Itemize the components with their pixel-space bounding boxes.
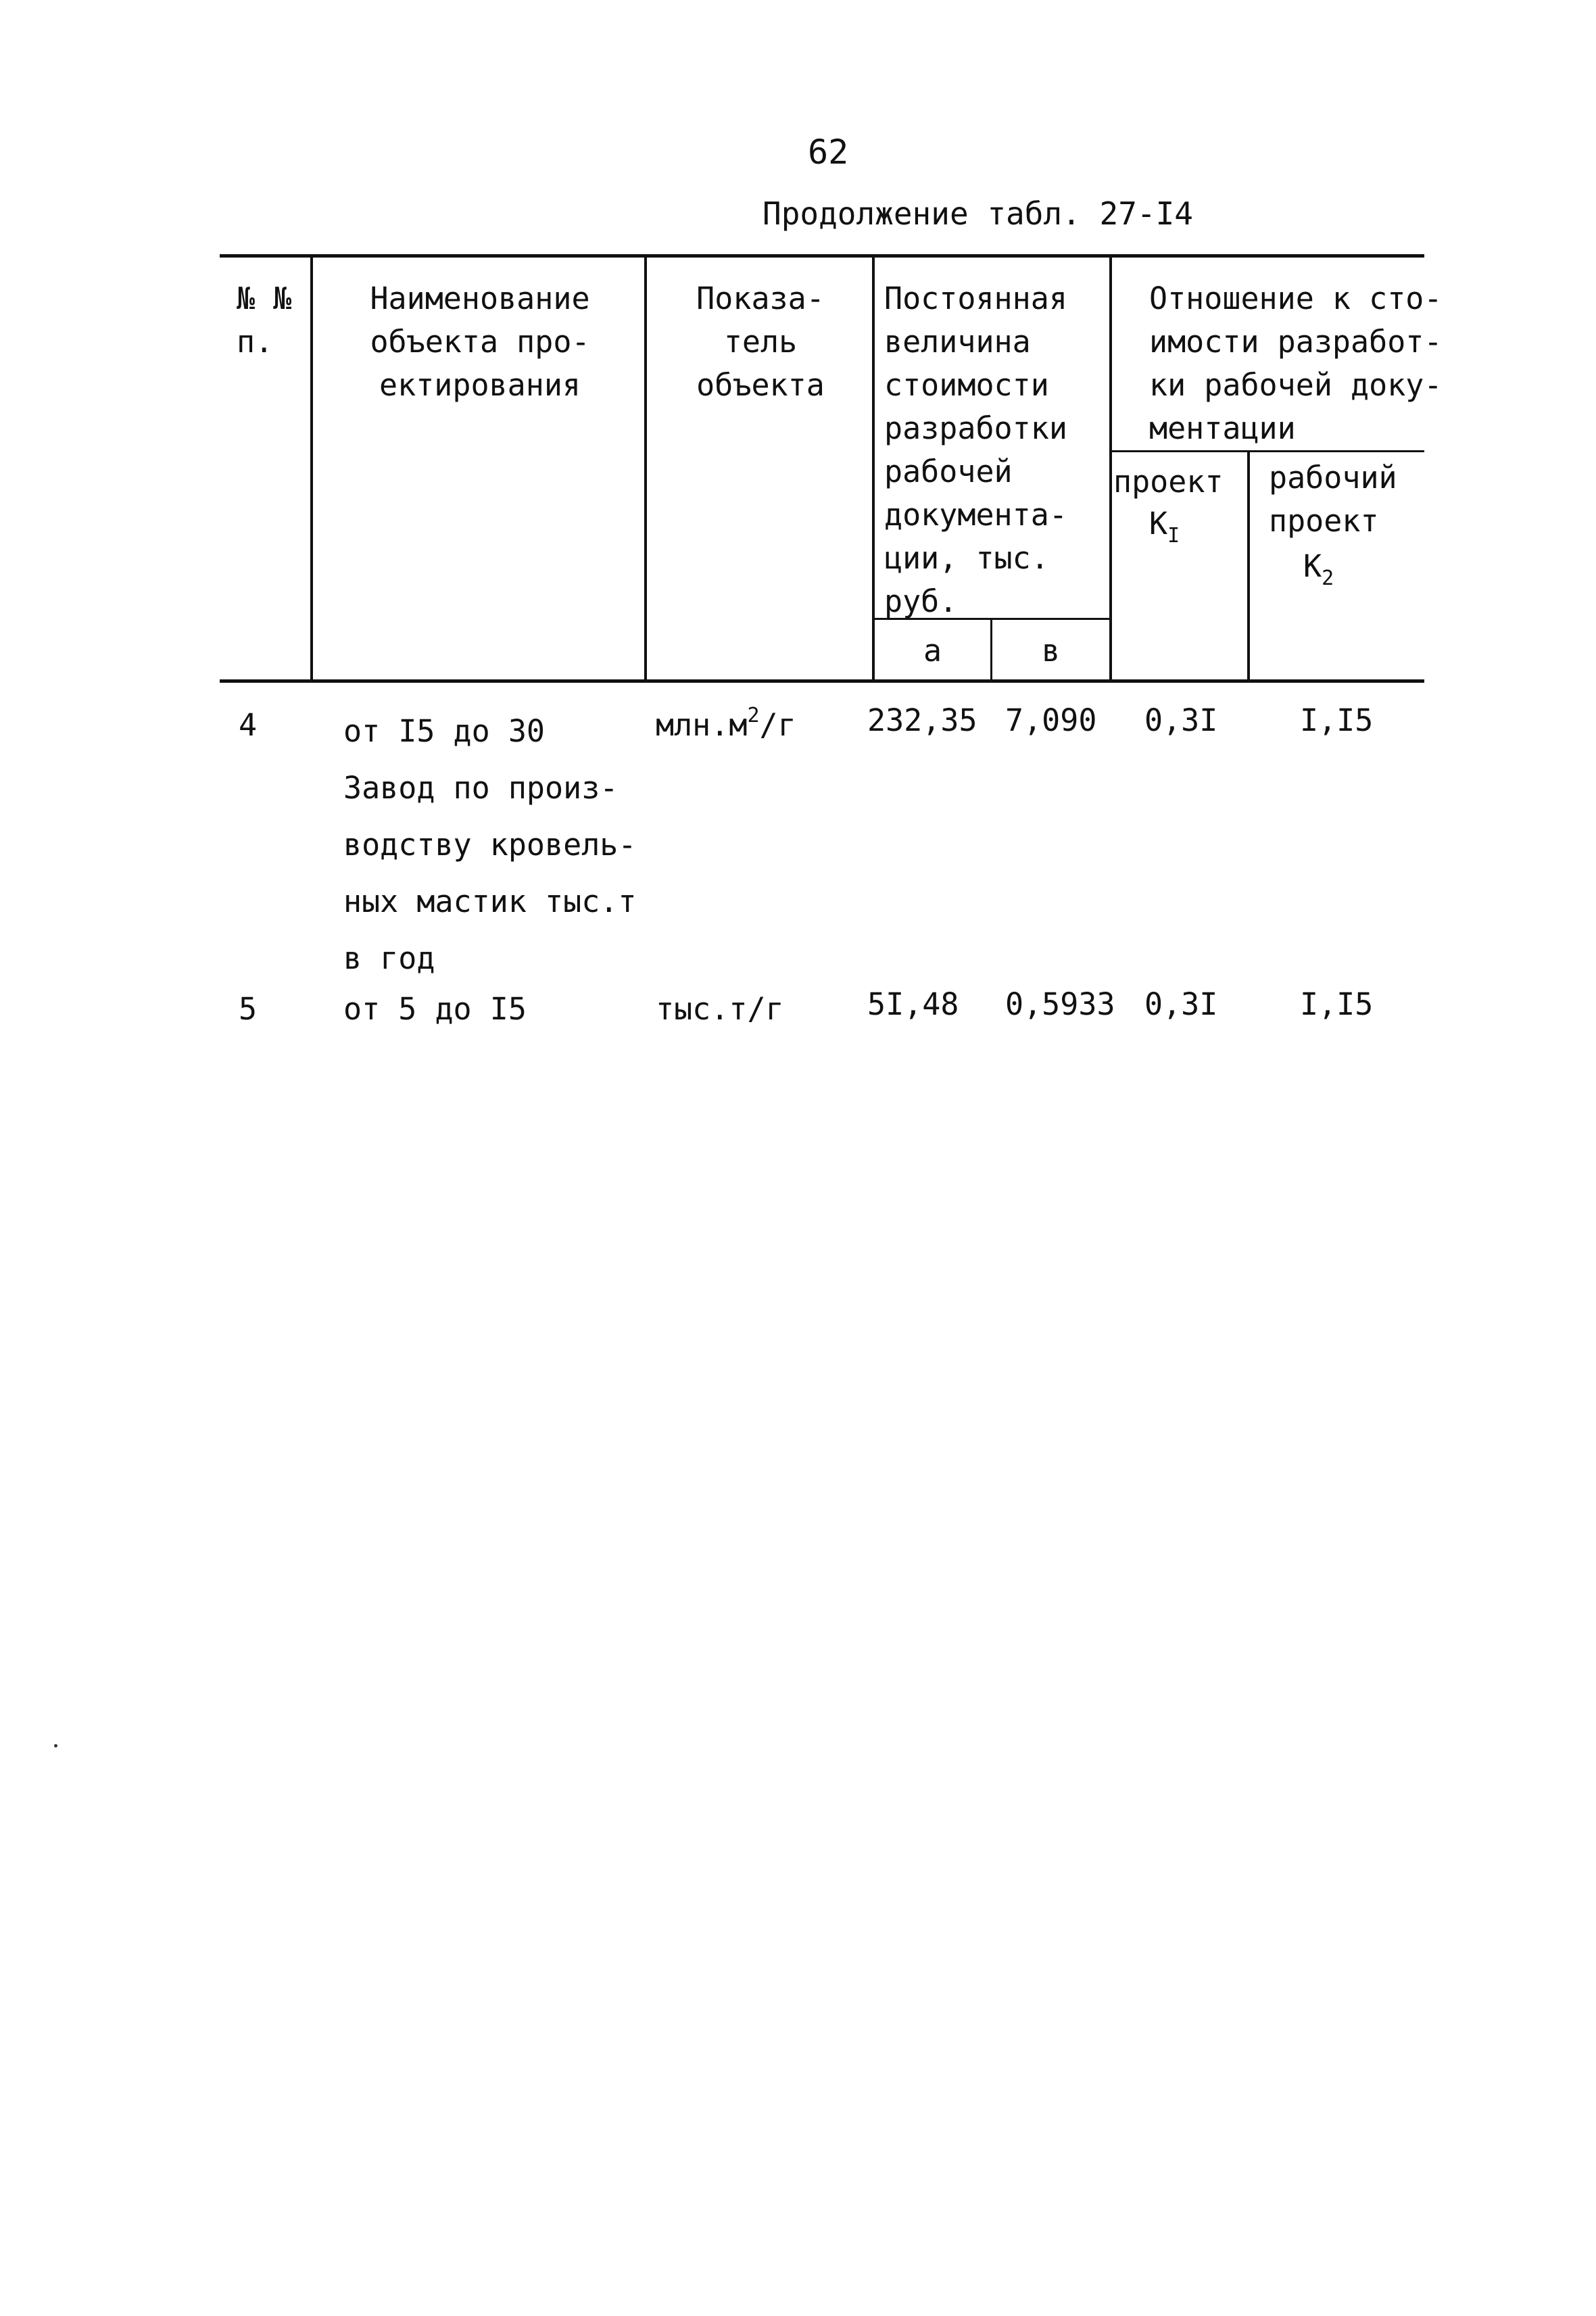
row-name: от I5 до 30 Завод по произ- водству кровель- ных мастик тыс.т в год [343,713,637,976]
header-const-a: а [923,633,942,669]
row-value-k2: I,I5 [1300,986,1374,1022]
k2-letter: К [1303,548,1322,584]
row-value-b: 0,5933 [1005,986,1115,1022]
header-k2 [1303,548,1334,590]
header-ratio: Отношение к сто- имости разработ- ки рабочей доку- ментации [1149,281,1443,446]
row-indicator: $млн.м^2/г$ [656,704,796,743]
k1-subscript: I [1167,524,1180,548]
row-value-a: 5I,48 [867,986,959,1022]
header-project: проект [1113,464,1224,500]
header-indicator: Показа- тель объекта [696,281,825,403]
ratio-subheader-rule [1111,450,1424,452]
row-num: 5 [239,991,258,1027]
row-value-k1: 0,3I [1144,702,1218,738]
row-value-k2: I,I5 [1300,702,1374,738]
table-top-rule [220,254,1424,258]
table-header-bottom-rule [220,679,1424,683]
row-num: 4 [239,707,258,743]
header-name: Наименование объекта про- ектирования [370,281,590,403]
header-constant: Постоянная величина стоимости разработки рабочей документа- ции, тыс. руб. [884,281,1067,619]
col-divider-k1-k2 [1247,452,1250,679]
scan-speck [54,1744,57,1747]
header-k1 [1149,506,1180,548]
header-working-project: рабочий проект [1269,460,1397,539]
row-name: от 5 до I5 [343,991,527,1027]
k2-subscript: 2 [1322,566,1334,590]
col-divider-2 [644,258,647,679]
row-value-a: 232,35 [867,702,977,738]
header-const-b: в [1041,633,1061,669]
header-num: № № п. [237,281,292,360]
row-value-b: 7,090 [1005,702,1097,738]
page-number: 62 [808,132,849,172]
col-divider-3 [872,258,875,679]
row-indicator: тыс.т/г [656,991,784,1027]
row-value-k1: 0,3I [1144,986,1218,1022]
col-divider-1 [310,258,313,679]
k1-letter: К [1149,506,1168,541]
table-caption: Продолжение табл. 27-I4 [763,195,1193,232]
col-divider-4 [1109,258,1112,679]
